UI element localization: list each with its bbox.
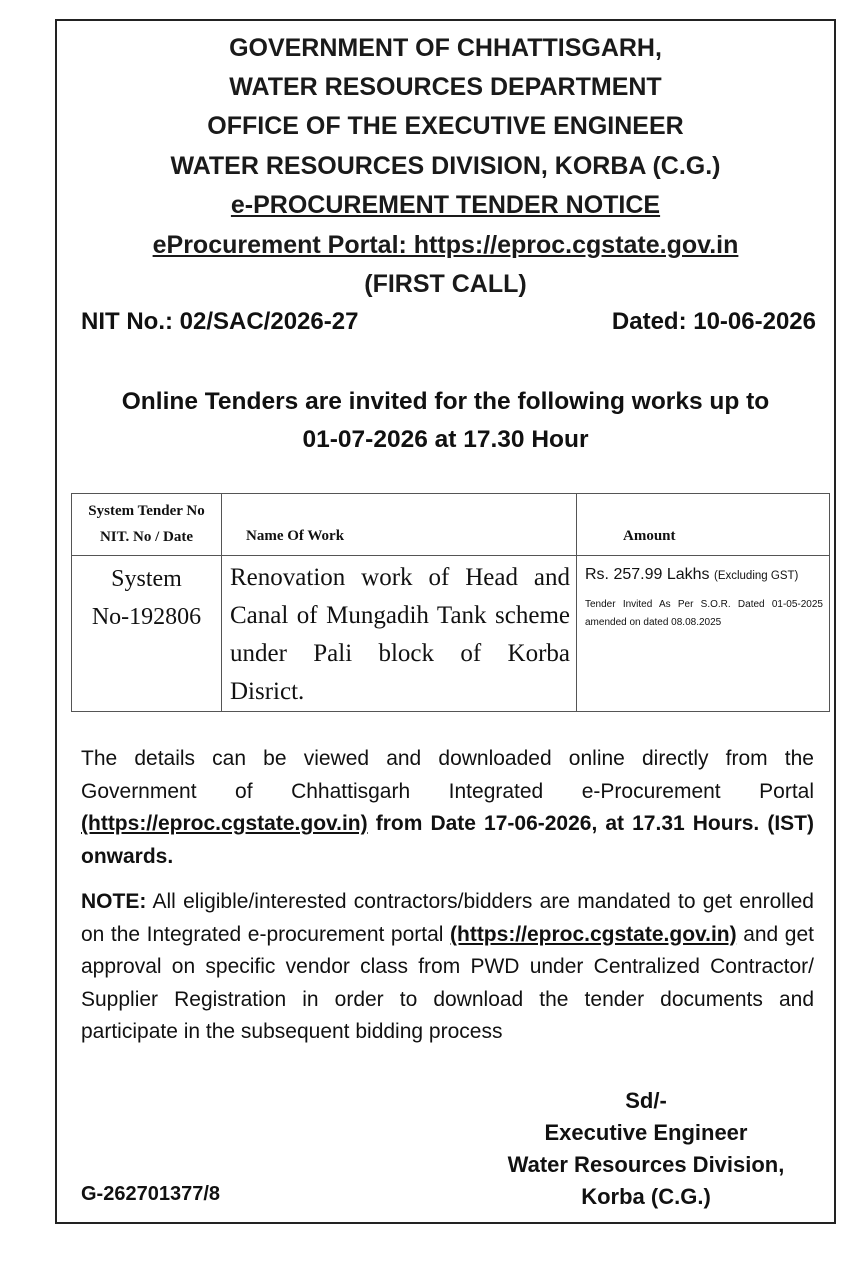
header-name-of-work: Name Of Work [222,494,577,556]
system-line1: System [111,566,182,592]
note-paragraph [81,886,814,1049]
note-text-1: All eligible/interested contractors/bidders are mandated to get enrolled on the Integrated e-procurement portal [81,890,814,946]
cell-amount [577,556,830,712]
portal-line [57,230,834,260]
header-system-line1: System Tender No [88,503,205,519]
cell-name-of-work: Renovation work of Head and Canal of Mungadih Tank scheme under Pali block of Korba Disrict. [222,556,577,712]
note-link[interactable]: (https://eproc.cgstate.gov.in) [450,922,737,946]
header-system-tender [72,494,222,556]
signature-division: Water Resources Division, [507,1152,785,1177]
nit-number: NIT No.: 02/SAC/2026-27 [81,308,359,335]
header-amount: Amount [577,494,830,556]
portal-link[interactable]: eProcurement Portal: https://eproc.cgstate.gov.in [152,231,739,259]
details-text: The details can be viewed and downloaded online directly from the Government of Chhattisgarh Integrated e-Procurement Portal [81,747,814,803]
table-row [72,556,830,712]
note-label: NOTE: [81,890,147,913]
amount-value [585,566,823,584]
amount-main: Rs. 257.99 Lakhs [585,566,710,583]
note-text-2: and get approval on specific vendor class from PWD under Centralized Contractor/ Supplier Registration in order to download the tender documents and participate in the subsequent bidding process [81,922,814,1043]
header-division: WATER RESOURCES DIVISION, KORBA (C.G.) [170,152,721,180]
signature-place: Korba (C.G.) [581,1184,711,1209]
notice-frame [55,19,836,1224]
reference-code: G-262701377/8 [81,1183,221,1205]
signature-title: Executive Engineer [544,1120,748,1145]
header-office: OFFICE OF THE EXECUTIVE ENGINEER [207,112,684,140]
table-header-row [72,494,830,556]
amount-note: Tender Invited As Per S.O.R. Dated 01-05-2025 amended on dated 08.08.2025 [585,599,823,628]
signature-sd: Sd/- [625,1088,667,1113]
system-line2: No-192806 [91,604,202,630]
details-link[interactable]: (https://eproc.cgstate.gov.in) [81,812,368,835]
amount-gst: (Excluding GST) [713,570,799,582]
header-department: WATER RESOURCES DEPARTMENT [229,73,662,101]
notice-title [57,190,834,220]
details-tail: from Date 17-06-2026, at 17.31 Hours. (IST) onwards. [81,812,814,868]
header-system-line2: NIT. No / Date [99,529,194,545]
works-table [71,493,830,712]
header-government: GOVERNMENT OF CHHATTISGARH, [229,34,662,62]
nit-date: Dated: 10-06-2026 [611,308,816,335]
intro-line-1: Online Tenders are invited for the following works up to [121,388,770,415]
notice-title-text: e-PROCUREMENT TENDER NOTICE [230,191,661,219]
intro-line-2: 01-07-2026 at 17.30 Hour [302,426,589,453]
details-paragraph [81,743,814,873]
cell-system-no [72,556,222,712]
call-label: (FIRST CALL) [364,270,527,298]
